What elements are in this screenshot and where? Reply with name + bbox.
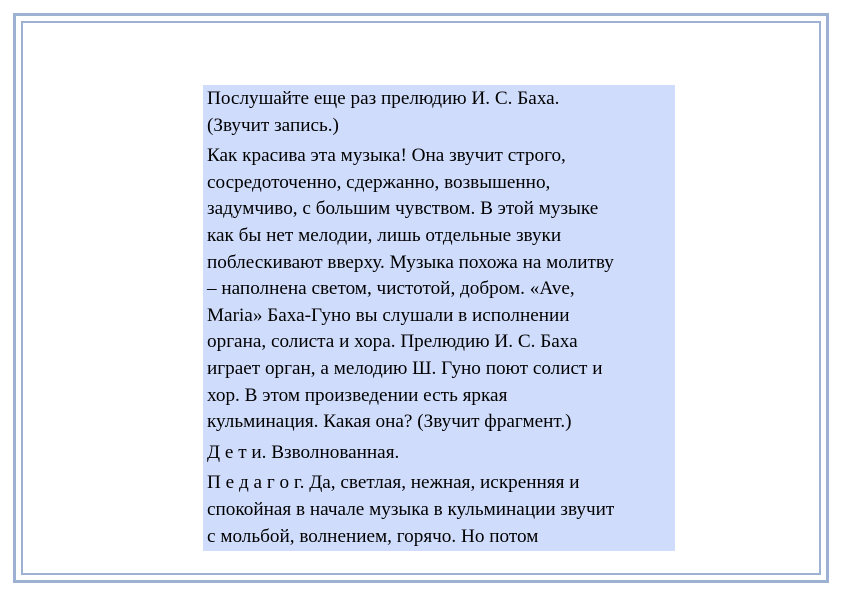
text-line: кульминация. Какая она? (Звучит фрагмент.) xyxy=(207,411,572,433)
text-line: поблескивают вверху. Музыка похожа на молитву xyxy=(207,251,614,273)
text-line: спокойная в начале музыка в кульминации звучит xyxy=(207,498,615,520)
text-line: Maria» Баха-Гуно вы слушали в исполнении xyxy=(207,304,570,326)
text-line: (Звучит запись.) xyxy=(207,114,339,136)
text-line: Д е т и. Взволнованная. xyxy=(207,441,400,463)
paragraph-teacher-reply xyxy=(207,470,675,550)
text-line: П е д а г о г. Да, светлая, нежная, искренняя и xyxy=(207,472,580,494)
paragraph-intro xyxy=(207,86,675,139)
text-line: задумчиво, с большим чувством. В этой музыке xyxy=(207,198,599,220)
text-line: Как красива эта музыка! Она звучит строго, xyxy=(207,145,566,167)
text-line: хор. В этом произведении есть яркая xyxy=(207,384,508,406)
text-line: органа, солиста и хора. Прелюдию И. С. Баха xyxy=(207,331,578,353)
text-line: – наполнена светом, чистотой, добром. «Ave, xyxy=(207,278,575,300)
paragraph-description xyxy=(207,143,675,436)
paragraph-children-answer xyxy=(207,440,675,467)
text-line: сосредоточенно, сдержанно, возвышенно, xyxy=(207,171,551,193)
text-line: как бы нет мелодии, лишь отдельные звуки xyxy=(207,224,562,246)
lesson-text-box xyxy=(203,85,675,551)
text-line: Послушайте еще раз прелюдию И. С. Баха. xyxy=(207,88,560,109)
text-line: с мольбой, волнением, горячо. Но потом xyxy=(207,525,539,547)
text-line: играет орган, а мелодию Ш. Гуно поют солист и xyxy=(207,357,603,379)
